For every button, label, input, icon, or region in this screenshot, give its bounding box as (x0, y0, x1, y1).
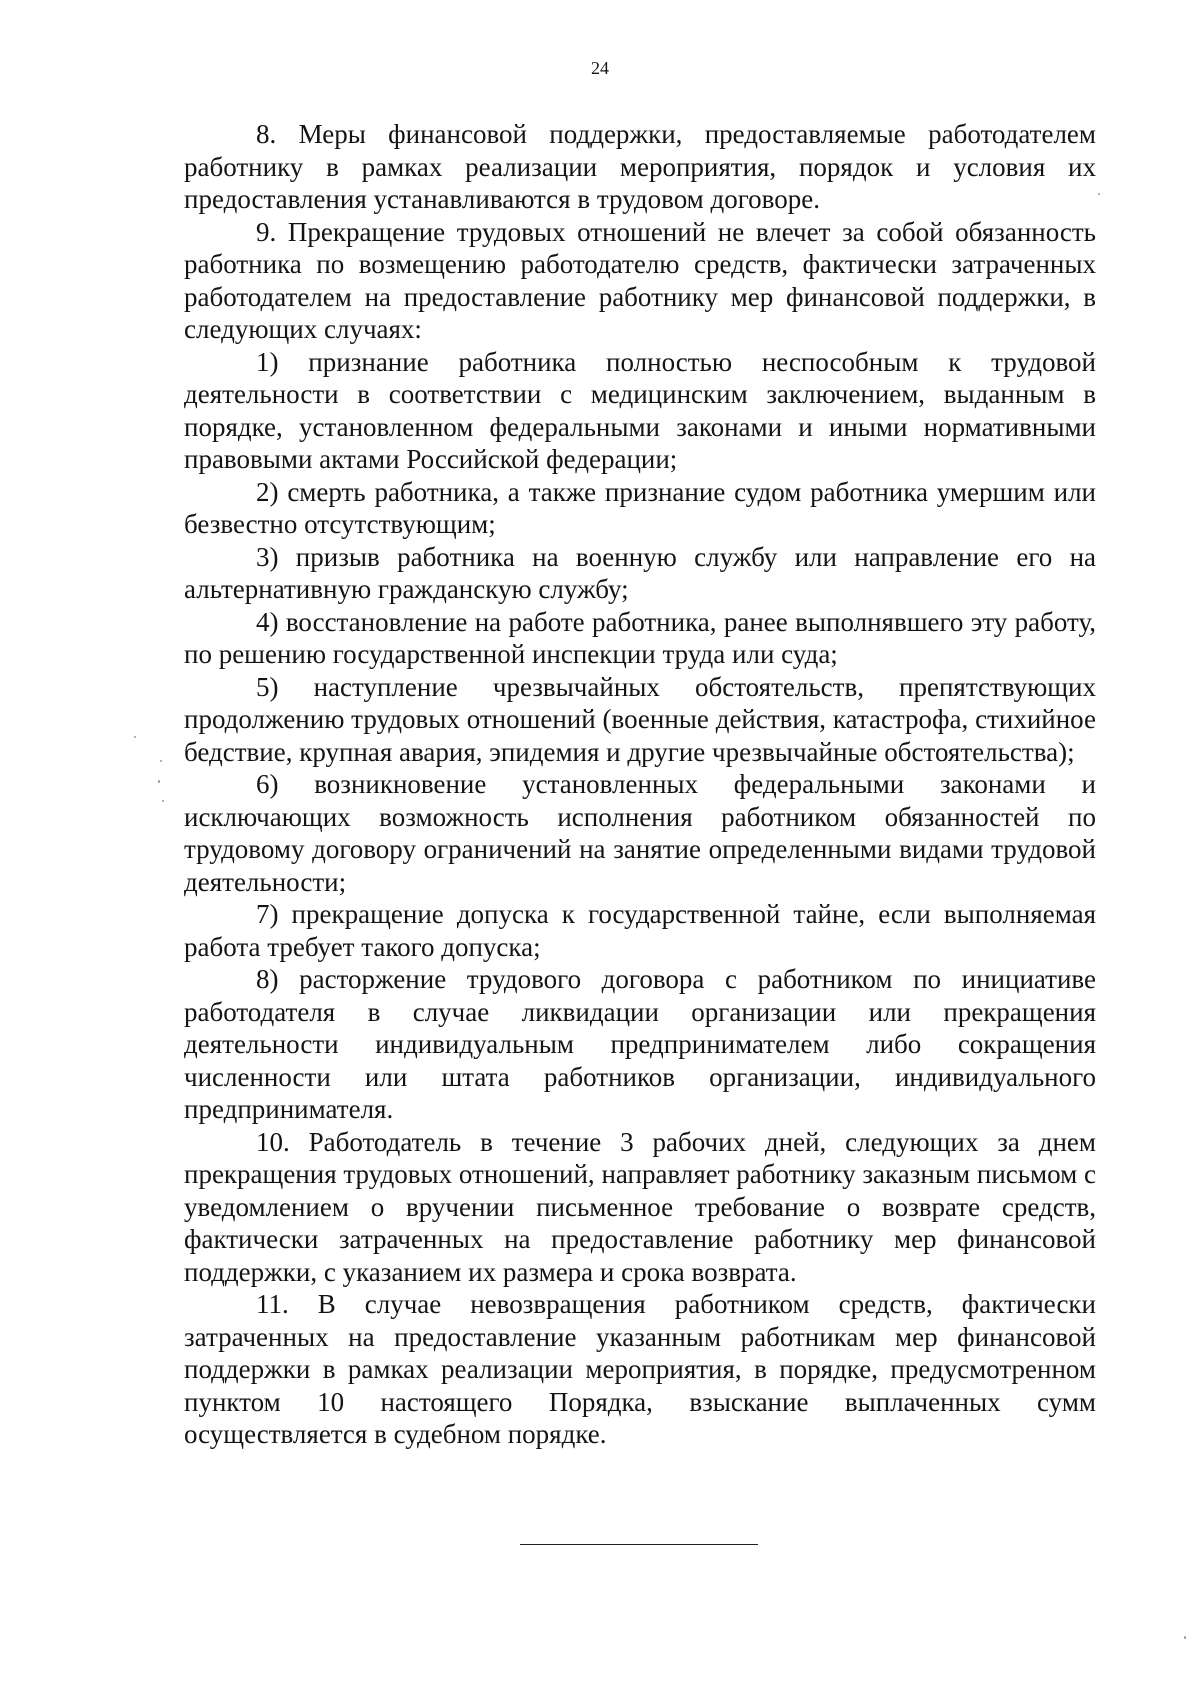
scan-speck (160, 760, 162, 762)
list-item-4: 4) восстановление на работе работника, ранее выполнявшего эту работу, по решению государственной инспекции труда или суда; (184, 606, 1096, 669)
list-item-2: 2) смерть работника, а также признание судом работника умершим или безвестно отсутствующим; (184, 476, 1096, 539)
end-of-document-rule (520, 1544, 758, 1545)
list-item-5: 5) наступление чрезвычайных обстоятельств, препятствующих продолжению трудовых отношений (военные действия, катастрофа, стихийное бедствие, крупная авария, эпидемия и другие чрезвычайные обстоятельства); (184, 671, 1096, 767)
scan-speck (134, 736, 136, 738)
scan-speck (1098, 193, 1100, 195)
page-number: 24 (591, 58, 609, 78)
paragraph-8: 8. Меры финансовой поддержки, предоставляемые работодателем работнику в рамках реализации мероприятия, порядок и условия их предоставления устанавливаются в трудовом договоре. (184, 119, 1096, 214)
paragraph-10: 10. Работодатель в течение 3 рабочих дней, следующих за днем прекращения трудовых отношений, направляет работнику заказным письмом с уведомлением о вручении письменное требование о возврате средств, фактически затраченных на предоставление работнику мер финансовой поддержки, с указанием их размера и срока возврата. (184, 1126, 1096, 1287)
list-item-8: 8) расторжение трудового договора с работником по инициативе работодателя в случае ликвидации организации или прекращения деятельности индивидуальным предпринимателем либо сокращения численности или штата работников организации, индивидуального предпринимателя. (184, 964, 1096, 1124)
document-body (184, 118, 1096, 1451)
list-item-3: 3) призыв работника на военную службу или направление его на альтернативную гражданскую службу; (184, 541, 1096, 604)
scan-speck (158, 780, 160, 783)
paragraph-9: 9. Прекращение трудовых отношений не влечет за собой обязанность работника по возмещению работодателю средств, фактически затраченных работодателем на предоставление работнику мер финансовой поддержки, в следующих случаях: (184, 216, 1096, 344)
list-item-1: 1) признание работника полностью неспособным к трудовой деятельности в соответствии с медицинским заключением, выданным в порядке, установленном федеральными законами и иными нормативными правовыми актами Российской федерации; (184, 346, 1096, 474)
scan-speck (1184, 1636, 1186, 1639)
list-item-6: 6) возникновение установленных федеральными законами и исключающих возможность исполнения работником обязанностей по трудовому договору ограничений на занятие определенными видами трудовой деятельности; (184, 769, 1096, 897)
paragraph-11: 11. В случае невозвращения работником средств, фактически затраченных на предоставление указанным работникам мер финансовой поддержки в рамках реализации мероприятия, в порядке, предусмотренном пунктом 10 настоящего Порядка, взыскание выплаченных сумм осуществляется в судебном порядке. (184, 1289, 1096, 1449)
scan-speck (162, 800, 164, 802)
list-item-7: 7) прекращение допуска к государственной тайне, если выполняемая работа требует такого допуска; (184, 899, 1096, 962)
